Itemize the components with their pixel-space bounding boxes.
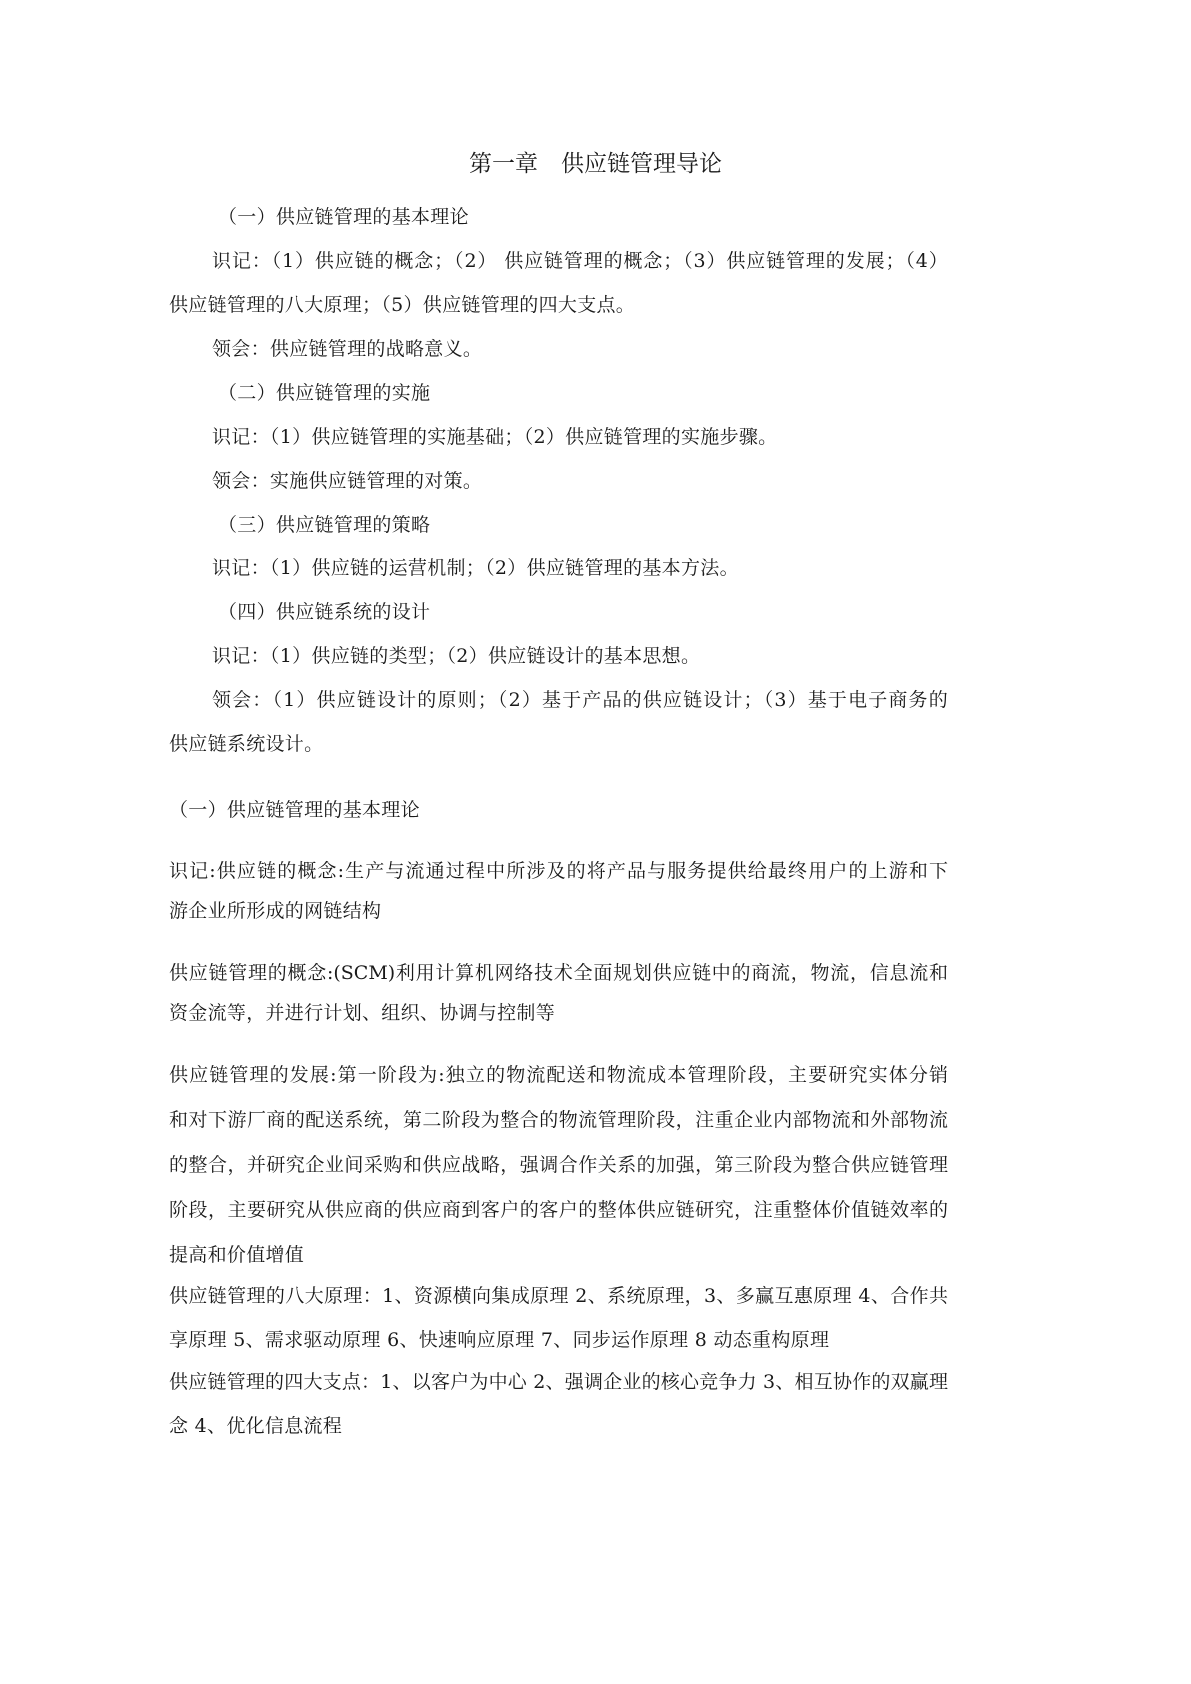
notes-four-pillars-line-2: 念 4、优化信息流程 bbox=[169, 1415, 343, 1437]
notes-development-line-3: 的整合，并研究企业间采购和供应战略，强调合作关系的加强，第三阶段为整合供应链管理 bbox=[169, 1154, 948, 1176]
outline-understand-2: 领会：实施供应链管理的对策。 bbox=[212, 470, 483, 492]
outline-recall-3: 识记：（1）供应链的运营机制；（2）供应链管理的基本方法。 bbox=[212, 557, 739, 579]
outline-recall-4: 识记：（1）供应链的类型；（2）供应链设计的基本思想。 bbox=[212, 645, 701, 667]
outline-heading-4: （四）供应链系统的设计 bbox=[218, 601, 431, 623]
outline-recall-1-line-2: 供应链管理的八大原理；（5）供应链管理的四大支点。 bbox=[169, 294, 636, 316]
notes-scm-concept-line-1: 供应链管理的概念:(SCM)利用计算机网络技术全面规划供应链中的商流，物流，信息流和 bbox=[169, 962, 948, 984]
outline-heading-1: （一）供应链管理的基本理论 bbox=[218, 206, 469, 228]
outline-heading-3: （三）供应链管理的策略 bbox=[218, 514, 431, 536]
outline-understand-1: 领会：供应链管理的战略意义。 bbox=[212, 338, 483, 360]
notes-heading: （一）供应链管理的基本理论 bbox=[169, 799, 420, 821]
notes-eight-principles-line-2: 享原理 5、需求驱动原理 6、快速响应原理 7、同步运作原理 8 动态重构原理 bbox=[169, 1329, 830, 1351]
notes-development-line-4: 阶段，主要研究从供应商的供应商到客户的客户的整体供应链研究，注重整体价值链效率的 bbox=[169, 1199, 948, 1221]
notes-concept-line-2: 游企业所形成的网链结构 bbox=[169, 900, 382, 922]
notes-development-line-2: 和对下游厂商的配送系统，第二阶段为整合的物流管理阶段，注重企业内部物流和外部物流 bbox=[169, 1109, 948, 1131]
outline-understand-4-line-2: 供应链系统设计。 bbox=[169, 733, 324, 755]
outline-recall-1-line-1: 识记：（1）供应链的概念；（2） 供应链管理的概念；（3）供应链管理的发展；（4） bbox=[212, 250, 948, 272]
outline-heading-2: （二）供应链管理的实施 bbox=[218, 382, 431, 404]
chapter-title: 第一章 供应链管理导论 bbox=[469, 151, 722, 177]
notes-eight-principles-line-1: 供应链管理的八大原理：1、资源横向集成原理 2、系统原理，3、多赢互惠原理 4、合作共 bbox=[169, 1285, 948, 1307]
notes-development-line-1: 供应链管理的发展:第一阶段为:独立的物流配送和物流成本管理阶段，主要研究实体分销 bbox=[169, 1064, 948, 1086]
outline-understand-4-line-1: 领会：（1）供应链设计的原则；（2）基于产品的供应链设计；（3）基于电子商务的 bbox=[212, 689, 948, 711]
notes-four-pillars-line-1: 供应链管理的四大支点：1、以客户为中心 2、强调企业的核心竞争力 3、相互协作的双赢理 bbox=[169, 1371, 948, 1393]
notes-development-line-5: 提高和价值增值 bbox=[169, 1244, 305, 1266]
notes-scm-concept-line-2: 资金流等，并进行计划、组织、协调与控制等 bbox=[169, 1002, 556, 1024]
outline-recall-2: 识记：（1）供应链管理的实施基础；（2）供应链管理的实施步骤。 bbox=[212, 426, 778, 448]
notes-concept-line-1: 识记:供应链的概念:生产与流通过程中所涉及的将产品与服务提供给最终用户的上游和下 bbox=[169, 860, 948, 882]
